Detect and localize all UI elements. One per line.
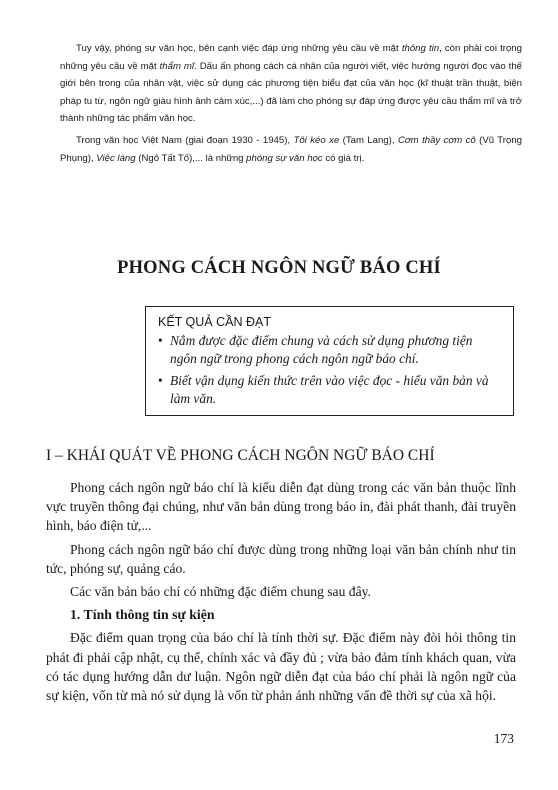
objectives-box	[145, 306, 514, 416]
body-paragraph: Phong cách ngôn ngữ báo chí được dùng trong những loại văn bản chính như tin tức, phóng sự, quảng cáo.	[46, 541, 516, 576]
page-number: 173	[493, 731, 514, 746]
objectives-list	[158, 332, 497, 408]
work-title: Tôi kéo xe	[293, 134, 340, 146]
intro-p1-run: , còn phải coi trọng những yêu cầu về mặt	[60, 43, 522, 72]
section-heading: I – KHÁI QUÁT VỀ PHONG CÁCH NGÔN NGỮ BÁO CHÍ	[46, 447, 435, 464]
body-paragraph: Các văn bản báo chí có những đặc điểm chung sau đây.	[70, 584, 371, 600]
intro-paragraph-1	[60, 40, 522, 128]
genre-term: phóng sự văn học	[246, 152, 323, 164]
objective-item	[158, 372, 497, 408]
objective-item	[158, 332, 497, 368]
intro-p1-run: Tuy vậy, phóng sự văn học, bên cạnh việc đáp ứng những yêu cầu về mặt	[76, 43, 402, 54]
intro-p2-run: (Vũ Trọng Phụng),	[60, 134, 522, 164]
bullet-icon: •	[158, 373, 163, 388]
intro-p1-italic: thẩm mĩ	[159, 60, 195, 72]
section-body	[46, 478, 516, 709]
work-title: Việc làng	[96, 152, 136, 164]
body-paragraph: Đặc điểm quan trọng của báo chí là tính thời sự. Đặc điểm này đòi hỏi thông tin phát đi phải cập nhật, cụ thể, chính xác và đầy đủ ; vừa bảo đảm tính khách quan, vừa có tác dụng hướng dẫn dư luận. Ngôn ngữ diễn đạt của báo chí phải là ngôn ngữ của sự kiện, vốn từ mà nó sử dụng là vốn từ phản ánh những vấn đề thời sự của xã hội.	[46, 630, 516, 704]
intro-p1-italic: thông tin	[401, 43, 440, 54]
objective-text: Nắm được đặc điểm chung và cách sử dụng phương tiện ngôn ngữ trong phong cách ngôn ngữ báo chí.	[170, 333, 473, 366]
work-title: Cơm thầy cơm cô	[397, 134, 476, 146]
objective-text: Biết vận dụng kiến thức trên vào việc đọc - hiểu văn bản và làm văn.	[170, 373, 489, 406]
subsection-heading: 1. Tính thông tin sự kiện	[70, 607, 215, 623]
body-paragraph: Phong cách ngôn ngữ báo chí là kiểu diễn đạt dùng trong các văn bản thuộc lĩnh vực truyền thông đại chúng, như văn bản dùng trong báo in, đài phát thanh, đài truyền hình, báo điện tử,...	[46, 480, 516, 534]
intro-p2-run: có giá trị.	[322, 152, 365, 164]
intro-p1-run: . Dấu ấn phong cách cá nhân của người viết, việc hướng người đọc vào thế giới bên trong của nhân vật, việc sử dụng các phương tiện biểu đạt của văn học (kĩ thuật trần thuật, biện pháp tu từ, ngôn ngữ giàu hình ảnh cảm xúc,...) đã làm cho phóng sự đáp ứng được yêu cầu thẩm mĩ và trở thành những tác phẩm văn học.	[60, 60, 522, 125]
intro-paragraph-2	[60, 132, 522, 167]
intro-p2-run: (Tam Lang),	[339, 134, 398, 146]
intro-text	[60, 40, 522, 167]
intro-p2-run: Trong văn học Việt Nam (giai đoạn 1930 - 1945),	[76, 134, 294, 146]
lesson-title: PHONG CÁCH NGÔN NGỮ BÁO CHÍ	[117, 258, 441, 278]
objectives-heading: KẾT QUẢ CẦN ĐẠT	[158, 315, 271, 329]
intro-p2-run: (Ngô Tất Tố),... là những	[135, 152, 247, 164]
bullet-icon: •	[158, 333, 163, 348]
